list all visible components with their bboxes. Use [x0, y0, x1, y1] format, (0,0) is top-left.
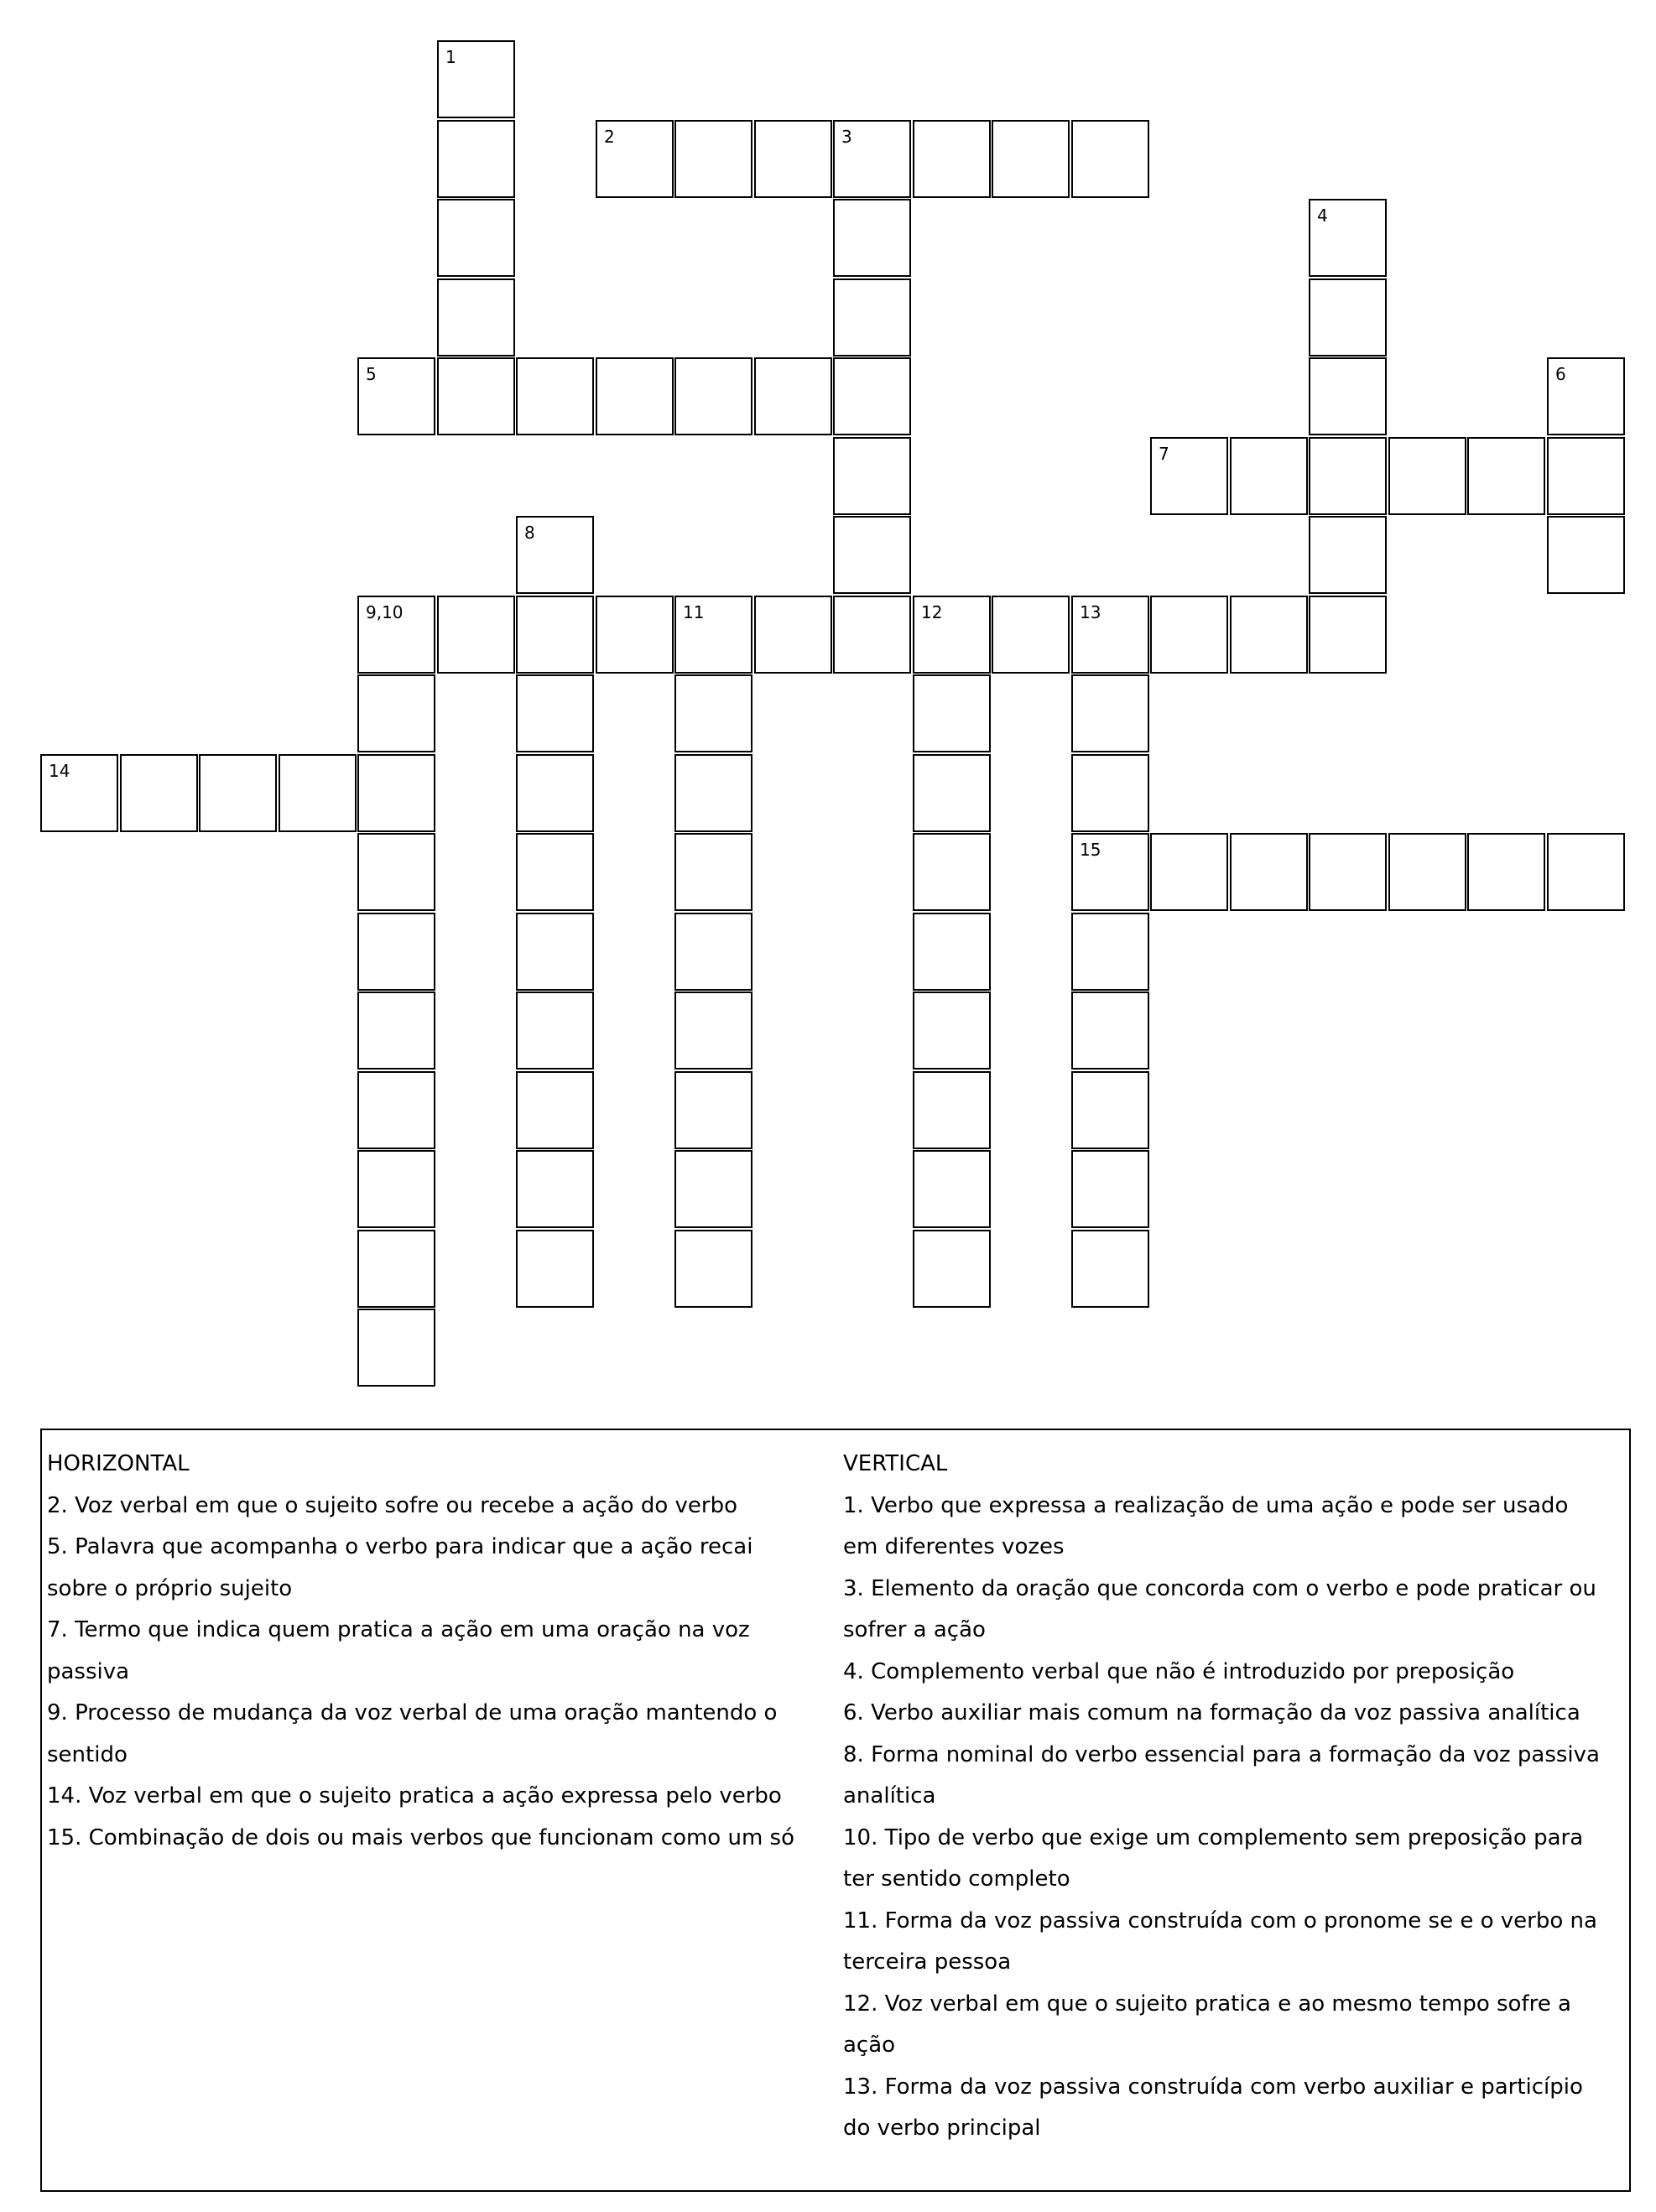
crossword-cell[interactable]	[40, 754, 118, 832]
crossword-cell[interactable]	[1071, 596, 1149, 674]
crossword-cell[interactable]	[357, 833, 435, 911]
crossword-cell[interactable]	[674, 596, 752, 674]
clue-line: ter sentido completo	[843, 1866, 1070, 1892]
crossword-cell[interactable]	[992, 596, 1070, 674]
crossword-cell[interactable]	[1230, 596, 1308, 674]
clue-line: 3. Elemento da oração que concorda com o verbo e pode praticar ou	[843, 1575, 1596, 1601]
crossword-cell[interactable]	[913, 1071, 991, 1149]
clue-line: terceira pessoa	[843, 1949, 1012, 1975]
crossword-cell[interactable]	[1309, 516, 1387, 594]
clue-line: 1. Verbo que expressa a realização de uma ação e pode ser usado	[843, 1492, 1569, 1518]
crossword-cell[interactable]	[1071, 120, 1149, 198]
clue-number: 8	[524, 523, 535, 543]
clue-line: 11. Forma da voz passiva construída com o pronome se e o verbo na	[843, 1908, 1597, 1934]
crossword-cell[interactable]	[913, 833, 991, 911]
crossword-cell[interactable]	[596, 120, 674, 198]
clue-number: 4	[1317, 206, 1328, 226]
crossword-cell[interactable]	[1150, 437, 1228, 515]
crossword-cell[interactable]	[992, 120, 1070, 198]
crossword-cell[interactable]	[1309, 833, 1387, 911]
crossword-cell[interactable]	[516, 833, 594, 911]
crossword-cell[interactable]	[596, 357, 674, 435]
clue-line: sobre o próprio sujeito	[47, 1575, 293, 1601]
crossword-cell[interactable]	[1309, 437, 1387, 515]
crossword-cell[interactable]	[1071, 833, 1149, 911]
vertical-clues	[843, 1444, 1623, 2150]
crossword-cell[interactable]	[674, 674, 752, 752]
crossword-cell[interactable]	[913, 1230, 991, 1308]
crossword-cell[interactable]	[279, 754, 357, 832]
horizontal-heading: HORIZONTAL	[47, 1451, 190, 1476]
clue-line: sofrer a ação	[843, 1617, 986, 1642]
crossword-cell[interactable]	[1467, 437, 1545, 515]
crossword-cell[interactable]	[357, 1150, 435, 1228]
crossword-cell[interactable]	[1150, 833, 1228, 911]
horizontal-clues	[47, 1444, 836, 1859]
clue-number: 13	[1080, 602, 1101, 622]
crossword-cell[interactable]	[1071, 1150, 1149, 1228]
crossword-cell[interactable]	[1230, 437, 1308, 515]
clue-line: 9. Processo de mudança da voz verbal de uma oração mantendo o	[47, 1700, 778, 1725]
clue-number: 15	[1080, 840, 1101, 860]
crossword-cell[interactable]	[1309, 278, 1387, 357]
crossword-cell[interactable]	[516, 357, 594, 435]
crossword-cell[interactable]	[1309, 357, 1387, 435]
clue-line: ação	[843, 2032, 896, 2058]
crossword-cell[interactable]	[913, 674, 991, 752]
clue-line: em diferentes vozes	[843, 1534, 1065, 1559]
clue-number: 6	[1555, 364, 1566, 384]
crossword-cell[interactable]	[357, 754, 435, 832]
clue-line: 10. Tipo de verbo que exige um complemento sem preposição para	[843, 1824, 1584, 1850]
crossword-cell[interactable]	[516, 674, 594, 752]
crossword-cell[interactable]	[357, 596, 435, 674]
crossword-cell[interactable]	[754, 357, 832, 435]
crossword-cell[interactable]	[833, 516, 911, 594]
crossword-cell[interactable]	[1309, 596, 1387, 674]
crossword-cell[interactable]	[674, 1150, 752, 1228]
vertical-heading: VERTICAL	[843, 1451, 948, 1476]
crossword-cell[interactable]	[1071, 913, 1149, 991]
clue-line: 13. Forma da voz passiva construída com verbo auxiliar e particípio	[843, 2074, 1583, 2100]
crossword-cell[interactable]	[754, 120, 832, 198]
crossword-cell[interactable]	[913, 120, 991, 198]
crossword-cell[interactable]	[357, 1071, 435, 1149]
crossword-cell[interactable]	[833, 357, 911, 435]
crossword-cell[interactable]	[516, 1230, 594, 1308]
clue-number: 11	[683, 602, 705, 622]
crossword-cell[interactable]	[913, 913, 991, 991]
crossword-cell[interactable]	[199, 754, 277, 832]
clue-line: 15. Combinação de dois ou mais verbos que funcionam como um só	[47, 1824, 794, 1850]
clue-number: 1	[445, 47, 456, 67]
crossword-cell[interactable]	[516, 596, 594, 674]
clue-number: 2	[604, 127, 615, 147]
crossword-cell[interactable]	[913, 596, 991, 674]
crossword-cell[interactable]	[1547, 833, 1625, 911]
clues-box	[40, 1429, 1631, 2192]
crossword-cell[interactable]	[674, 754, 752, 832]
crossword-cell[interactable]	[437, 120, 515, 198]
crossword-cell[interactable]	[357, 991, 435, 1070]
crossword-cell[interactable]	[516, 913, 594, 991]
clue-number: 12	[921, 602, 943, 622]
clue-number: 3	[841, 127, 852, 147]
crossword-cell[interactable]	[913, 754, 991, 832]
crossword-cell[interactable]	[1388, 833, 1466, 911]
crossword-cell[interactable]	[1071, 1071, 1149, 1149]
clue-line: 2. Voz verbal em que o sujeito sofre ou recebe a ação do verbo	[47, 1492, 737, 1518]
crossword-cell[interactable]	[1547, 357, 1625, 435]
crossword-cell[interactable]	[674, 357, 752, 435]
crossword-cell[interactable]	[674, 913, 752, 991]
crossword-cell[interactable]	[516, 991, 594, 1070]
crossword-cell[interactable]	[357, 674, 435, 752]
crossword-cell[interactable]	[516, 516, 594, 594]
crossword-cell[interactable]	[1071, 754, 1149, 832]
crossword-cell[interactable]	[596, 596, 674, 674]
crossword-cell[interactable]	[437, 357, 515, 435]
crossword-cell[interactable]	[1467, 833, 1545, 911]
crossword-cell[interactable]	[1230, 833, 1308, 911]
clue-line: 8. Forma nominal do verbo essencial para a formação da voz passiva	[843, 1741, 1600, 1767]
crossword-cell[interactable]	[833, 120, 911, 198]
crossword-cell[interactable]	[1071, 674, 1149, 752]
clue-line: do verbo principal	[843, 2116, 1041, 2141]
crossword-cell[interactable]	[1547, 516, 1625, 594]
clue-line: analítica	[843, 1783, 936, 1809]
crossword-cell[interactable]	[516, 1071, 594, 1149]
clue-line: 6. Verbo auxiliar mais comum na formação da voz passiva analítica	[843, 1700, 1580, 1725]
crossword-cell[interactable]	[1150, 596, 1228, 674]
crossword-cell[interactable]	[1309, 199, 1387, 277]
clue-line: 12. Voz verbal em que o sujeito pratica e ao mesmo tempo sofre a	[843, 1991, 1571, 2017]
crossword-cell[interactable]	[913, 1150, 991, 1228]
crossword-cell[interactable]	[357, 1309, 435, 1387]
crossword-cell[interactable]	[516, 1150, 594, 1228]
crossword-cell[interactable]	[674, 1071, 752, 1149]
crossword-cell[interactable]	[437, 596, 515, 674]
crossword-cell[interactable]	[357, 357, 435, 435]
clue-number: 14	[49, 761, 70, 781]
clue-line: 7. Termo que indica quem pratica a ação em uma oração na voz	[47, 1617, 750, 1642]
crossword-cell[interactable]	[674, 1230, 752, 1308]
clue-line: 4. Complemento verbal que não é introduzido por preposição	[843, 1658, 1515, 1684]
clue-number: 7	[1159, 444, 1169, 464]
clue-line: 5. Palavra que acompanha o verbo para indicar que a ação recai	[47, 1534, 753, 1559]
crossword-cell[interactable]	[674, 833, 752, 911]
crossword-cell[interactable]	[833, 596, 911, 674]
clue-number: 5	[366, 364, 377, 384]
crossword-cell[interactable]	[437, 40, 515, 118]
crossword-cell[interactable]	[1547, 437, 1625, 515]
crossword-cell[interactable]	[357, 1230, 435, 1308]
clue-line: passiva	[47, 1658, 130, 1684]
crossword-cell[interactable]	[516, 754, 594, 832]
crossword-cell[interactable]	[833, 199, 911, 277]
crossword-cell[interactable]	[357, 913, 435, 991]
crossword-cell[interactable]	[913, 991, 991, 1070]
crossword-cell[interactable]	[1388, 437, 1466, 515]
clue-line: 14. Voz verbal em que o sujeito pratica a ação expressa pelo verbo	[47, 1783, 782, 1809]
crossword-cell[interactable]	[1071, 991, 1149, 1070]
crossword-cell[interactable]	[437, 199, 515, 277]
crossword-cell[interactable]	[833, 278, 911, 357]
clue-line: sentido	[47, 1741, 128, 1767]
crossword-cell[interactable]	[437, 278, 515, 357]
crossword-cell[interactable]	[754, 596, 832, 674]
clue-number: 9,10	[366, 602, 404, 622]
crossword-cell[interactable]	[120, 754, 198, 832]
crossword-cell[interactable]	[833, 437, 911, 515]
crossword-cell[interactable]	[674, 991, 752, 1070]
crossword-cell[interactable]	[1071, 1230, 1149, 1308]
crossword-cell[interactable]	[674, 120, 752, 198]
